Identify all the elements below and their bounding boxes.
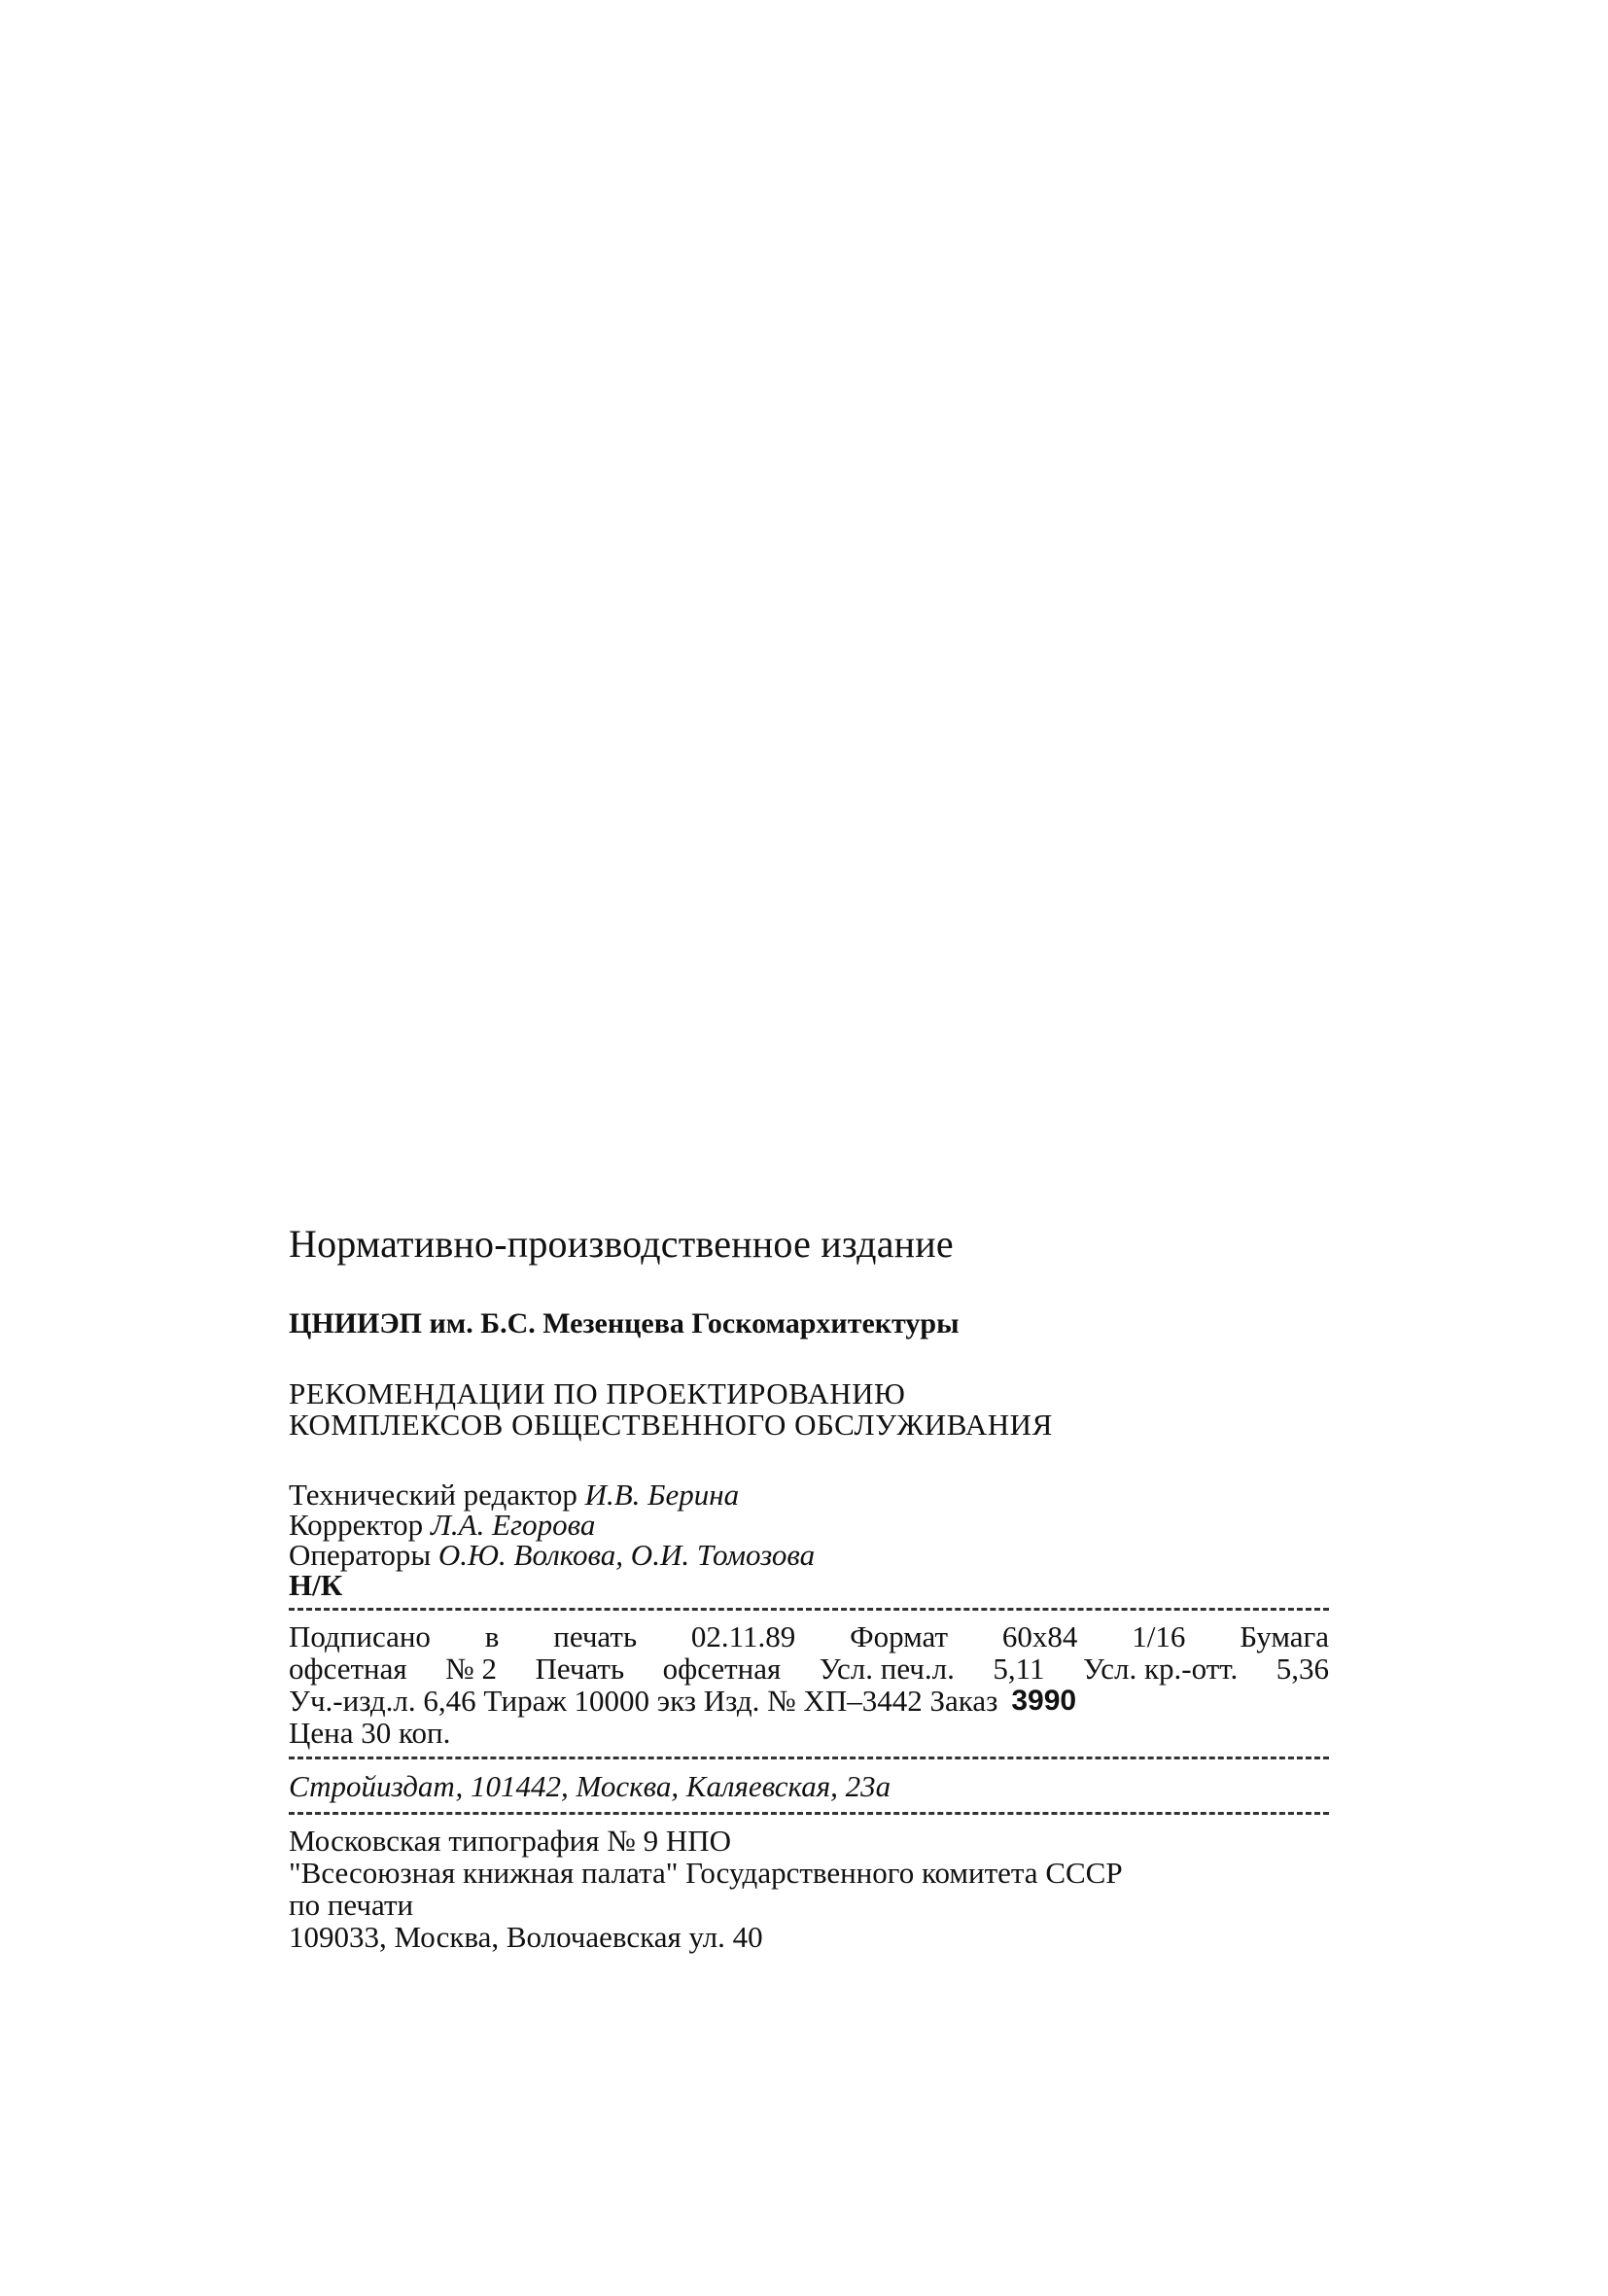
- imprint-row-1: [289, 1620, 1329, 1652]
- imprint-word: Печать: [535, 1652, 625, 1686]
- operators-credit: [289, 1540, 1329, 1570]
- imprint-word: офсетная: [662, 1652, 782, 1686]
- operators-names: О.Ю. Волкова, О.И. Томозова: [437, 1538, 816, 1572]
- dashed-divider: [289, 1608, 1329, 1611]
- imprint-row-3: [289, 1685, 1329, 1717]
- imprint-word: Подписано: [289, 1619, 431, 1653]
- tech-editor-name: И.В. Берина: [584, 1478, 740, 1512]
- institute-name: ЦНИИЭП им. Б.С. Мезенцева Госкомархитектуры: [289, 1307, 960, 1339]
- imprint-word: Усл. кр.-отт.: [1083, 1652, 1239, 1686]
- printer-line-2: "Всесоюзная книжная палата" Государственного комитета СССР: [289, 1856, 1123, 1890]
- printer-info: [289, 1825, 1329, 1953]
- colophon-block: [289, 1221, 1329, 1953]
- publisher-address: Стройиздат, 101442, Москва, Каляевская, 23а: [289, 1769, 891, 1803]
- imprint-word: Усл. печ.л.: [819, 1652, 955, 1686]
- edition-code: Н/К: [289, 1568, 343, 1602]
- credits: [289, 1479, 1329, 1600]
- printed-sheets-value: 5,11: [993, 1652, 1045, 1686]
- operators-label: Операторы: [289, 1538, 432, 1572]
- proofreader-label: Корректор: [289, 1508, 424, 1542]
- dashed-divider: [289, 1812, 1329, 1815]
- printer-line-3: по печати: [289, 1888, 414, 1922]
- signed-date: 02.11.89: [690, 1619, 796, 1653]
- proofreader-name: Л.А. Егорова: [430, 1508, 596, 1542]
- printer-address: 109033, Москва, Волочаевская ул. 40: [289, 1920, 763, 1954]
- proofreader-credit: [289, 1510, 1329, 1540]
- book-title-line-1: РЕКОМЕНДАЦИИ ПО ПРОЕКТИРОВАНИЮ: [289, 1376, 906, 1410]
- imprint-word: офсетная: [289, 1652, 407, 1686]
- imprint-word: в: [484, 1619, 500, 1653]
- color-impressions-value: 5,36: [1276, 1652, 1329, 1686]
- order-number: 3990: [1011, 1685, 1077, 1717]
- format-value: 60х84: [1001, 1619, 1078, 1653]
- publishing-sheets-and-run: Уч.-изд.л. 6,46 Тираж 10000 экз Изд. № ХП–3442 Заказ: [289, 1684, 998, 1718]
- paper-number: № 2: [445, 1652, 497, 1686]
- edition-type: Нормативно-производственное издание: [289, 1222, 954, 1266]
- price-line: Цена 30 коп.: [289, 1716, 451, 1750]
- printer-line-1: Московская типография № 9 НПО: [289, 1824, 732, 1858]
- imprint-word: Формат: [850, 1619, 949, 1653]
- imprint-word: печать: [553, 1619, 638, 1653]
- dashed-divider: [289, 1757, 1329, 1759]
- book-title: [289, 1378, 1329, 1441]
- tech-editor-credit: [289, 1479, 1329, 1510]
- imprint-row-2: [289, 1652, 1329, 1685]
- format-fraction: 1/16: [1132, 1619, 1186, 1653]
- imprint-details: [289, 1620, 1329, 1749]
- tech-editor-label: Технический редактор: [289, 1478, 577, 1512]
- book-title-line-2: КОМПЛЕКСОВ ОБЩЕСТВЕННОГО ОБСЛУЖИВАНИЯ: [289, 1408, 1053, 1442]
- imprint-word: Бумага: [1240, 1619, 1329, 1653]
